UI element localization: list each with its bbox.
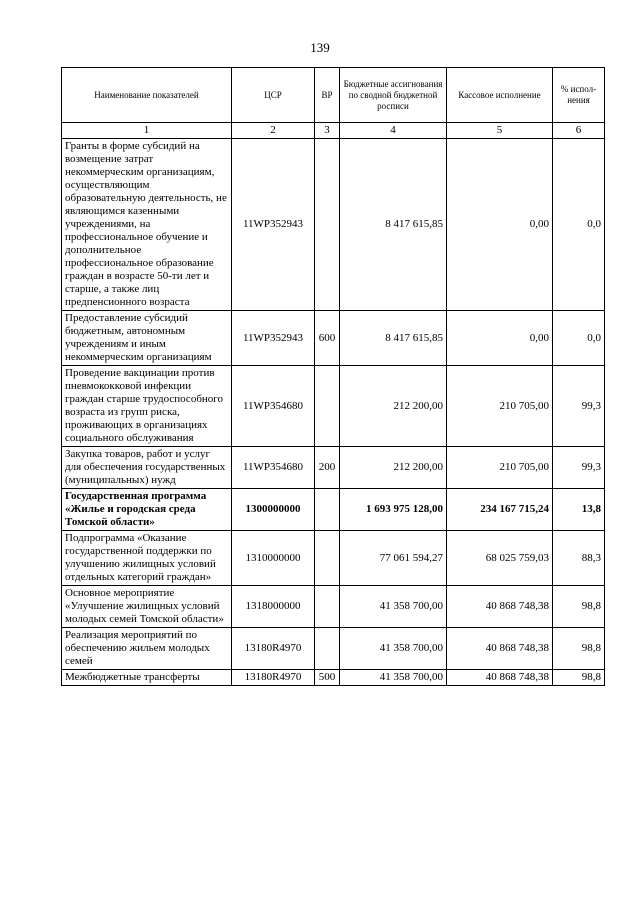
row-csr-cell: 11WP352943 xyxy=(232,139,315,311)
row-csr-cell: 1310000000 xyxy=(232,531,315,586)
row-cash-cell: 68 025 759,03 xyxy=(447,531,553,586)
row-name-cell: Подпрограмма «Оказание государственной поддержки по улучшению жилищных условий отдельных категорий граждан» xyxy=(62,531,232,586)
row-name-cell: Основное мероприятие «Улучшение жилищных условий молодых семей Томской области» xyxy=(62,586,232,628)
row-csr-cell: 1300000000 xyxy=(232,489,315,531)
row-pct-cell: 99,3 xyxy=(553,366,605,447)
row-csr-cell: 1318000000 xyxy=(232,586,315,628)
page-number: 139 xyxy=(310,40,330,55)
header-name: Наименование показателей xyxy=(62,68,232,123)
row-csr-cell: 11WP352943 xyxy=(232,311,315,366)
row-csr-cell: 13180R4970 xyxy=(232,670,315,686)
row-cash-cell: 40 868 748,38 xyxy=(447,586,553,628)
row-vr-cell xyxy=(315,531,340,586)
row-vr-cell xyxy=(315,586,340,628)
row-budget-cell: 77 061 594,27 xyxy=(340,531,447,586)
row-budget-cell: 41 358 700,00 xyxy=(340,670,447,686)
row-cash-cell: 234 167 715,24 xyxy=(447,489,553,531)
row-budget-cell: 41 358 700,00 xyxy=(340,586,447,628)
row-budget-cell: 1 693 975 128,00 xyxy=(340,489,447,531)
row-csr-cell: 11WP354680 xyxy=(232,447,315,489)
table-row xyxy=(62,139,605,311)
row-vr-cell: 600 xyxy=(315,311,340,366)
table-row xyxy=(62,447,605,489)
row-vr-cell: 500 xyxy=(315,670,340,686)
row-budget-cell: 8 417 615,85 xyxy=(340,311,447,366)
row-name-cell: Реализация мероприятий по обеспечению жильем молодых семей xyxy=(62,628,232,670)
row-csr-cell: 13180R4970 xyxy=(232,628,315,670)
header-pct: % испол-нения xyxy=(553,68,605,123)
row-budget-cell: 212 200,00 xyxy=(340,447,447,489)
header-csr: ЦСР xyxy=(232,68,315,123)
column-number: 5 xyxy=(447,123,553,139)
header-cash: Кассовое исполнение xyxy=(447,68,553,123)
row-vr-cell xyxy=(315,366,340,447)
row-pct-cell: 98,8 xyxy=(553,586,605,628)
table-row xyxy=(62,586,605,628)
row-vr-cell xyxy=(315,139,340,311)
table-row xyxy=(62,628,605,670)
row-csr-cell: 11WP354680 xyxy=(232,366,315,447)
row-budget-cell: 8 417 615,85 xyxy=(340,139,447,311)
row-pct-cell: 0,0 xyxy=(553,311,605,366)
row-vr-cell xyxy=(315,628,340,670)
table-row xyxy=(62,311,605,366)
row-vr-cell: 200 xyxy=(315,447,340,489)
row-pct-cell: 13,8 xyxy=(553,489,605,531)
column-number: 6 xyxy=(553,123,605,139)
row-vr-cell xyxy=(315,489,340,531)
table-row xyxy=(62,670,605,686)
column-number: 1 xyxy=(62,123,232,139)
row-cash-cell: 0,00 xyxy=(447,139,553,311)
table-row xyxy=(62,489,605,531)
row-pct-cell: 99,3 xyxy=(553,447,605,489)
column-number: 2 xyxy=(232,123,315,139)
table-row xyxy=(62,531,605,586)
row-pct-cell: 98,8 xyxy=(553,628,605,670)
row-cash-cell: 40 868 748,38 xyxy=(447,670,553,686)
row-pct-cell: 98,8 xyxy=(553,670,605,686)
row-cash-cell: 210 705,00 xyxy=(447,447,553,489)
column-number: 3 xyxy=(315,123,340,139)
row-name-cell: Проведение вакцинации против пневмококковой инфекции граждан старше трудоспособного возраста из групп риска, проживающих в организациях социального обслуживания xyxy=(62,366,232,447)
row-name-cell: Предоставление субсидий бюджетным, автономным учреждениям и иным некоммерческим организациям xyxy=(62,311,232,366)
budget-execution-table xyxy=(61,67,605,686)
row-name-cell: Гранты в форме субсидий на возмещение затрат некоммерческим организациям, осуществляющим образовательную деятельность, не являющимся казенными учреждениями, на профессиональное обучение и дополнительное профессиональное образование граждан в возрасте 50-ти лет и старше, а также лиц предпенсионного возраста xyxy=(62,139,232,311)
table-row xyxy=(62,366,605,447)
header-vr: ВР xyxy=(315,68,340,123)
row-budget-cell: 212 200,00 xyxy=(340,366,447,447)
row-name-cell: Закупка товаров, работ и услуг для обеспечения государственных (муниципальных) нужд xyxy=(62,447,232,489)
row-cash-cell: 210 705,00 xyxy=(447,366,553,447)
row-name-cell: Государственная программа «Жилье и городская среда Томской области» xyxy=(62,489,232,531)
table-header-row xyxy=(62,68,605,123)
column-number-row xyxy=(62,123,605,139)
row-pct-cell: 88,3 xyxy=(553,531,605,586)
row-cash-cell: 40 868 748,38 xyxy=(447,628,553,670)
row-cash-cell: 0,00 xyxy=(447,311,553,366)
row-budget-cell: 41 358 700,00 xyxy=(340,628,447,670)
row-pct-cell: 0,0 xyxy=(553,139,605,311)
row-name-cell: Межбюджетные трансферты xyxy=(62,670,232,686)
column-number: 4 xyxy=(340,123,447,139)
header-budget: Бюджетные ассигнования по сводной бюджетной росписи xyxy=(340,68,447,123)
